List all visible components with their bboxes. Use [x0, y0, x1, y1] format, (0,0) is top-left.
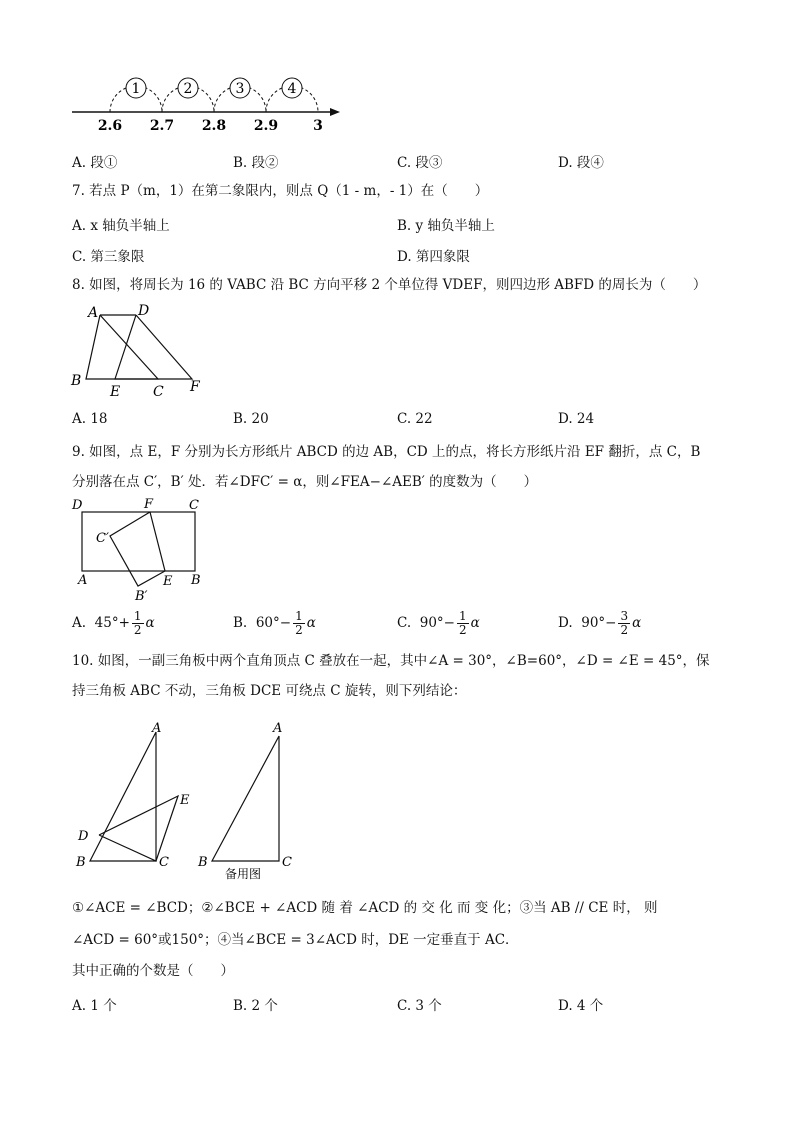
- point-label-a: A: [152, 721, 162, 736]
- q8-option-a[interactable]: A. 18: [72, 411, 108, 427]
- point-label-d: D: [138, 303, 150, 319]
- point-label-f: F: [144, 497, 154, 512]
- number-line-arrow: [330, 108, 340, 116]
- q10-option-d[interactable]: D. 4 个: [558, 998, 604, 1014]
- point-label-c: C: [153, 384, 164, 400]
- q10-option-a[interactable]: A. 1 个: [72, 998, 117, 1014]
- q7-option-c[interactable]: C. 第三象限: [72, 249, 145, 265]
- spare-figure-caption: 备用图: [225, 867, 262, 881]
- q7-option-d[interactable]: D. 第四象限: [397, 249, 470, 265]
- q8-option-d[interactable]: D. 24: [558, 411, 595, 427]
- q6-option-d[interactable]: D. 段④: [558, 155, 604, 171]
- point-label-b: B: [71, 373, 82, 389]
- tick-label: 2.9: [253, 118, 279, 134]
- spare-point-label-b: B: [198, 855, 208, 870]
- number-line-figure: [68, 70, 358, 138]
- q9-option-c[interactable]: C. 90°− $\frac{1}{2}$ α: [397, 609, 480, 637]
- q9-option-d[interactable]: D. 90°− $\frac{3}{2}$ α: [558, 609, 642, 637]
- folded-flap: [110, 512, 165, 586]
- q7-stem: 7. 若点 P（m，1）在第二象限内，则点 Q（1 - m，- 1）在（ ）: [72, 183, 489, 199]
- q6-option-a[interactable]: A. 段①: [72, 155, 118, 171]
- triangle-dce: [99, 796, 178, 861]
- q10-stem-line1: 10. 如图，一副三角板中两个直角顶点 C 叠放在一起，其中∠A = 30°，∠B=60°，∠D = ∠E = 45°，保: [72, 653, 710, 669]
- triangle-abc: [90, 732, 156, 861]
- spare-point-label-a: A: [273, 721, 283, 736]
- q6-option-c[interactable]: C. 段③: [397, 155, 443, 171]
- triangle-abc: [86, 315, 158, 379]
- q9-folding-figure: [66, 494, 216, 606]
- point-label-d: D: [78, 829, 89, 844]
- point-label-c: C: [159, 855, 169, 870]
- triangle-def: [115, 315, 192, 379]
- point-label-e: E: [110, 384, 121, 400]
- point-label-c: C: [189, 498, 199, 513]
- q9-stem-line2: 分别落在点 C′，B′ 处．若∠DFC′ = α，则∠FEA−∠AEB′ 的度数为（ ）: [72, 474, 538, 490]
- q8-translation-figure: [66, 300, 216, 404]
- q9-option-a[interactable]: A. 45°+ $\frac{1}{2}$ α: [72, 609, 155, 637]
- q10-conclusions-line1: ①∠ACE = ∠BCD；②∠BCE + ∠ACD 随 着 ∠ACD 的 交 化 而 变 化；③当 AB // CE 时， 则: [72, 900, 658, 916]
- q10-triangle-figure: [70, 716, 300, 884]
- segment-label-3: 3: [235, 81, 245, 97]
- spare-triangle-abc: [212, 736, 279, 861]
- q10-conclusions-line2: ∠ACD = 60°或150°；④当∠BCE = 3∠ACD 时，DE 一定垂直于 AC．: [72, 932, 519, 948]
- q7-option-b[interactable]: B. y 轴负半轴上: [397, 218, 495, 234]
- q10-option-c[interactable]: C. 3 个: [397, 998, 442, 1014]
- tick-label: 2.7: [149, 118, 175, 134]
- point-label-b: B: [191, 573, 201, 588]
- point-label-e: E: [163, 574, 173, 589]
- point-label-b-prime: B′: [135, 589, 148, 604]
- q9-stem-line1: 9. 如图，点 E，F 分别为长方形纸片 ABCD 的边 AB，CD 上的点，将长方形纸片沿 EF 翻折，点 C，B: [72, 444, 701, 460]
- segment-label-1: 1: [131, 81, 141, 97]
- q9-option-b[interactable]: B. 60°− $\frac{1}{2}$ α: [233, 609, 316, 637]
- segment-label-4: 4: [287, 81, 297, 97]
- tick-label: 2.8: [201, 118, 227, 134]
- q10-stem-line2: 持三角板 ABC 不动，三角板 DCE 可绕点 C 旋转，则下列结论：: [72, 683, 467, 699]
- q8-stem: 8. 如图，将周长为 16 的 VABC 沿 BC 方向平移 2 个单位得 VDEF，则四边形 ABFD 的周长为（ ）: [72, 277, 707, 293]
- q7-option-a[interactable]: A. x 轴负半轴上: [72, 218, 170, 234]
- q10-question: 其中正确的个数是（ ）: [72, 963, 234, 979]
- point-label-d: D: [72, 498, 83, 513]
- point-label-a: A: [78, 573, 88, 588]
- q6-option-b[interactable]: B. 段②: [233, 155, 279, 171]
- tick-label: 3: [313, 118, 323, 134]
- point-label-c-prime: C′: [96, 531, 109, 546]
- q8-option-c[interactable]: C. 22: [397, 411, 433, 427]
- point-label-f: F: [190, 379, 200, 395]
- tick-label: 2.6: [97, 118, 123, 134]
- q10-option-b[interactable]: B. 2 个: [233, 998, 278, 1014]
- point-label-e: E: [180, 793, 190, 808]
- spare-point-label-c: C: [282, 855, 292, 870]
- segment-label-2: 2: [183, 81, 193, 97]
- point-label-b: B: [76, 855, 86, 870]
- q8-option-b[interactable]: B. 20: [233, 411, 269, 427]
- point-label-a: A: [88, 305, 99, 321]
